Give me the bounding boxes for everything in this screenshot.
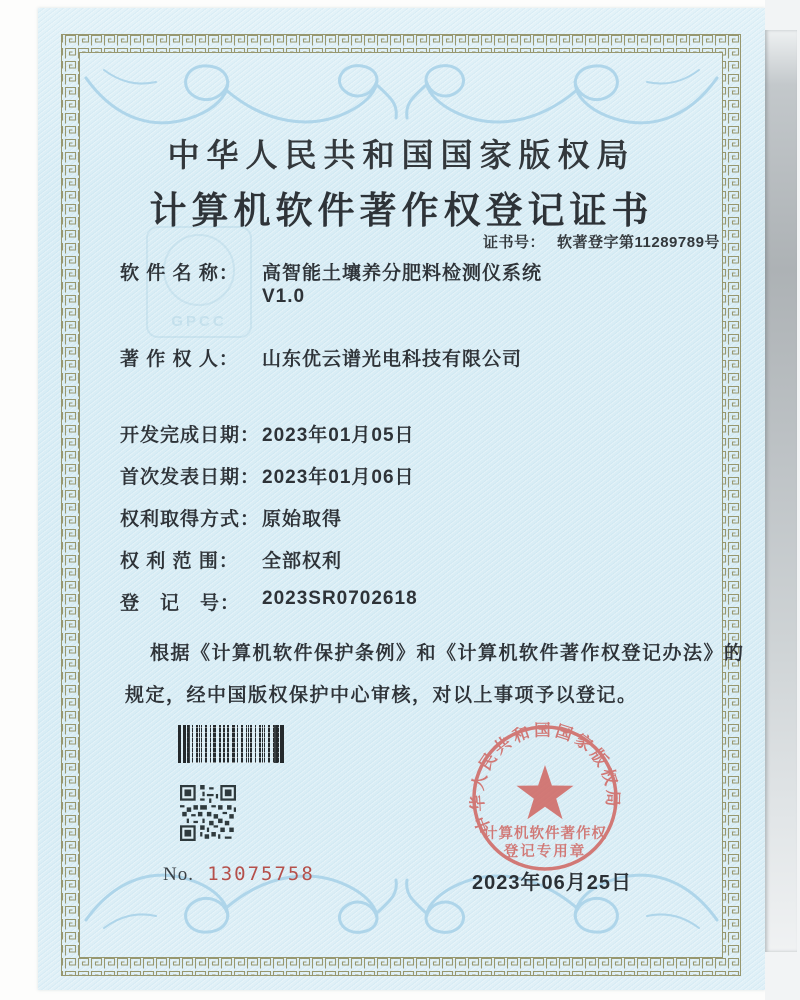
field-label: 著 作 权 人： (120, 349, 239, 370)
field-label: 登 记 号： (120, 593, 241, 614)
certificate-number-value: 软著登字第11289789号 (557, 234, 720, 251)
certificate-number-line (483, 231, 720, 252)
seal-inner-line2: 登记专用章 (503, 844, 587, 860)
field-label: 软 件 名 称： (120, 263, 239, 284)
scan-page-edge-gradient (765, 30, 797, 952)
seal-ring-text: 中华人民共和国国家版权局 (467, 720, 623, 836)
certificate-title: 计算机软件著作权登记证书 (149, 191, 654, 232)
issuing-authority-title: 中华人民共和国国家版权局 (167, 137, 636, 173)
serial-number-line (163, 863, 315, 886)
field-label: 首次发表日期： (120, 467, 261, 488)
statement-line2: 规定，经中国版权保护中心审核，对以上事项予以登记。 (125, 685, 638, 706)
gpcc-watermark-text: GPCC (171, 313, 227, 330)
field-value: 高智能土壤养分肥料检测仪系统 (262, 263, 543, 284)
field-label: 权利取得方式： (120, 509, 261, 530)
field-value: 全部权利 (262, 551, 343, 572)
field-value: 山东优云谱光电科技有限公司 (262, 349, 523, 370)
field-value-version: V1.0 (262, 286, 306, 307)
seal-inner-line1: 计算机软件著作权 (483, 826, 607, 842)
certificate-page (38, 8, 765, 990)
certificate-content (38, 8, 765, 990)
field-value: 2023年01月06日 (262, 467, 415, 488)
certificate-number-label: 证书号： (483, 234, 546, 251)
issue-date: 2023年06月25日 (472, 872, 632, 894)
field-value: 2023SR0702618 (262, 588, 418, 609)
field-label: 权 利 范 围： (120, 551, 239, 572)
qr-code (180, 785, 236, 841)
statement-line1: 根据《计算机软件保护条例》和《计算机软件著作权登记办法》的 (150, 643, 745, 664)
field-label: 开发完成日期： (120, 425, 261, 446)
scan-page-edge (765, 0, 800, 1000)
pdf417-barcode (178, 725, 284, 763)
serial-number-label: No. (163, 864, 194, 885)
serial-number-value: 13075758 (207, 863, 315, 885)
field-value: 2023年01月05日 (262, 425, 415, 446)
field-value: 原始取得 (262, 509, 343, 530)
